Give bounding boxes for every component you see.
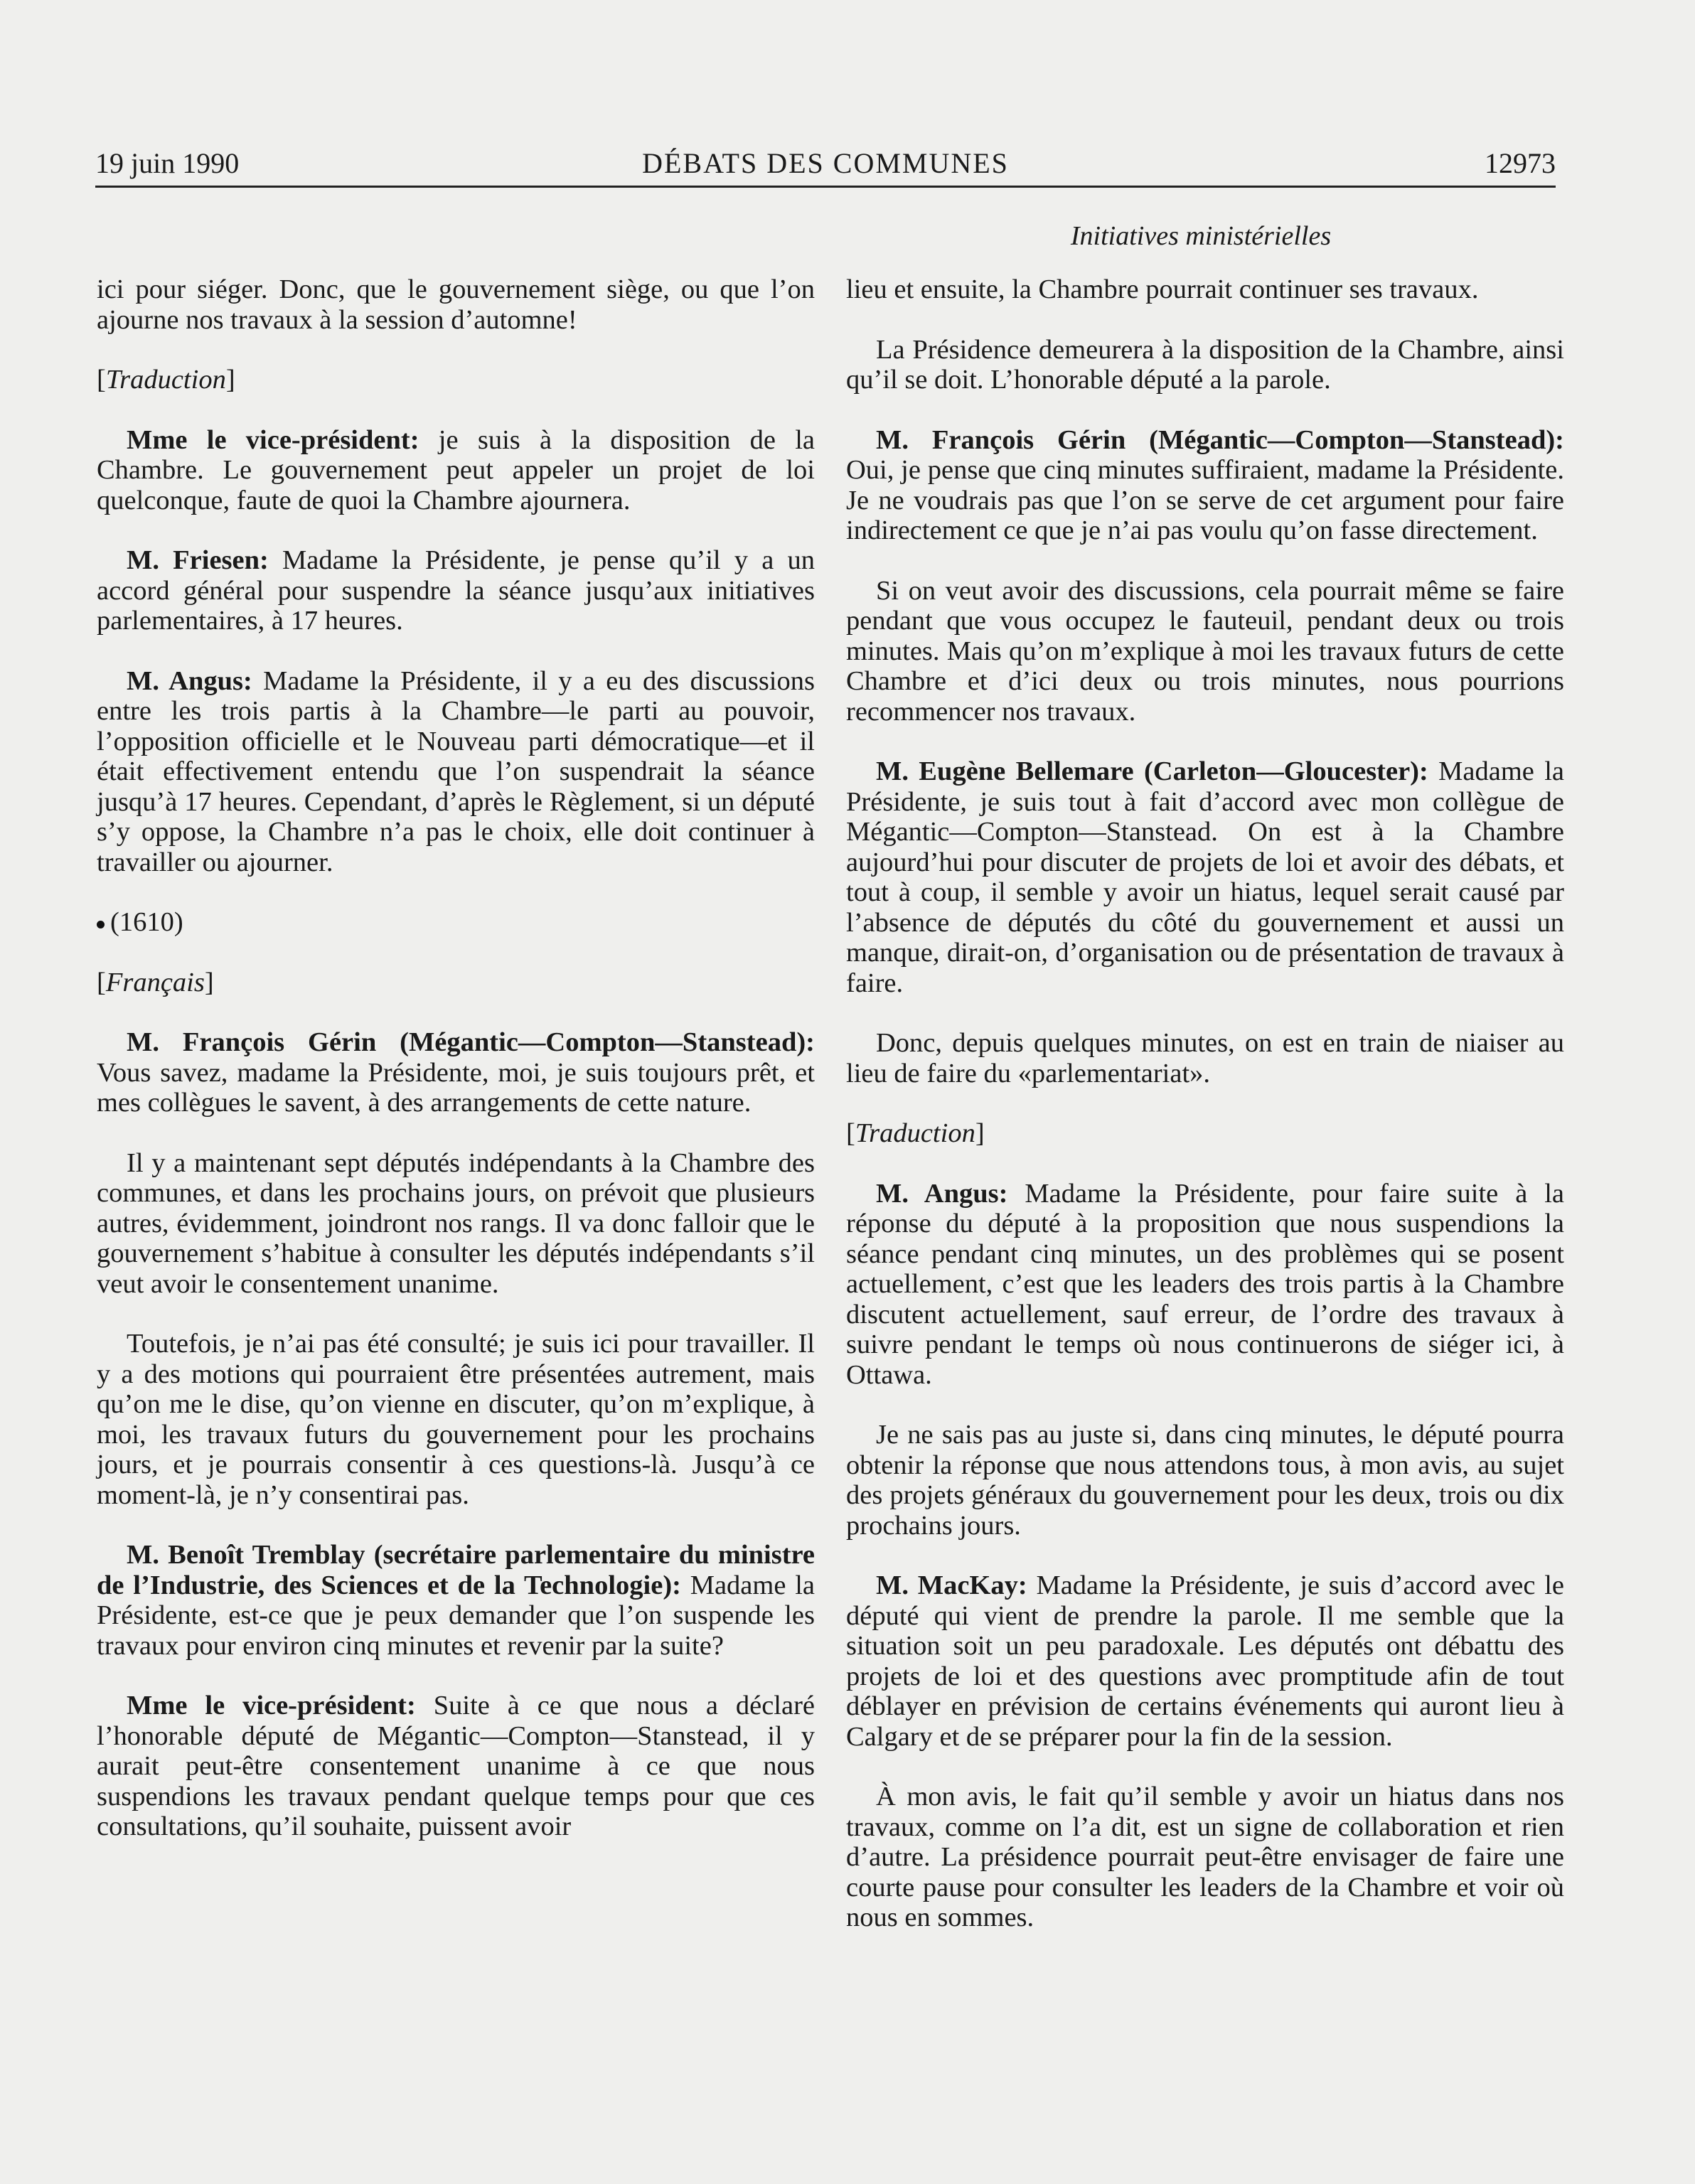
paragraph-text: Madame la Présidente, je pense qu’il y a un accord général pour suspendre la séance jusqu’aux initiatives parlementaires, à 17 heures.: [97, 545, 815, 636]
paragraph: [97, 1540, 815, 1661]
page-header: [95, 142, 1556, 185]
paragraph: [97, 1148, 815, 1300]
paragraph-text: Madame la Présidente, je suis tout à fait d’accord avec mon collègue de Mégantic—Compton—Stanstead. On est à la Chambre aujourd’hui pour discuter de projets de loi et avoir des débats, et tout à coup, il semble y avoir un hiatus, lequel serait causé par l’absence de députés du côté du gouvernement et aussi un manque, dirait-on, d’organisation ou de présentation de travaux à faire.: [846, 756, 1565, 998]
paragraph: [846, 1028, 1564, 1088]
paragraph-text: Madame la Présidente, je suis d’accord avec le député qui vient de prendre la parole. Il me semble que la situation soit un peu paradoxale. Les députés ont débattu des projets de loi et des questions avec promptitude afin de tout déblayer en prévision de certains événements qui auront lieu à Calgary et de se préparer pour la fin de la session.: [846, 1570, 1564, 1752]
paragraph: [846, 576, 1564, 727]
speaker-name: M. Friesen:: [127, 545, 269, 575]
paragraph-text: Il y a maintenant sept députés indépendants à la Chambre des communes, et dans les prochains jours, on prévoit que plusieurs autres, évidemment, joindront nos rangs. Il va donc falloir que le gouvernement s’habitue à consulter les députés indépendants s’il veut avoir le consentement unanime.: [97, 1147, 815, 1299]
paragraph: [846, 425, 1564, 546]
paragraph-text: Suite à ce que nous a déclaré l’honorable député de Mégantic—Compton—Stanstead, il y aurait peut-être consentement unanime à ce que nous suspendions les travaux pendant quelque temps pour que ces consultations, qu’il souhaite, puissent avoir: [97, 1691, 815, 1841]
paragraph: [97, 1329, 815, 1510]
language-label: [Traduction]: [846, 1118, 985, 1148]
language-label-text: Traduction: [105, 365, 226, 395]
paragraph: [97, 425, 815, 516]
paragraph: [846, 274, 1564, 305]
speaker-name: M. Angus:: [876, 1178, 1008, 1209]
header-page-number: 12973: [1485, 147, 1556, 179]
paragraph-text: Donc, depuis quelques minutes, on est en train de niaiser au lieu de faire du «parlementariat».: [846, 1028, 1564, 1088]
paragraph: [97, 1691, 815, 1842]
speaker-name: Mme le vice-président:: [127, 1691, 416, 1720]
paragraph-text: Madame la Présidente, est-ce que je peux demander que l’on suspende les travaux pour environ cinq minutes et revenir par la suite?: [97, 1570, 815, 1661]
paragraph: [846, 1570, 1564, 1752]
speaker-name: Mme le vice-président:: [127, 424, 419, 455]
paragraph-text: La Présidence demeurera à la disposition de la Chambre, ainsi qu’il se doit. L’honorable député a la parole.: [846, 334, 1564, 395]
speaker-name: M. Angus:: [127, 665, 252, 696]
speaker-name: M. MacKay:: [876, 1570, 1027, 1600]
header-date: 19 juin 1990: [95, 147, 240, 179]
language-label: [Traduction]: [97, 365, 235, 395]
header-title: DÉBATS DES COMMUNES: [642, 147, 1009, 179]
paragraph-text: À mon avis, le fait qu’il semble y avoir un hiatus dans nos travaux, comme on l’a dit, est un signe de collaboration et rien d’autre. La présidence pourrait peut-être envisager de faire une courte pause pour consulter les leaders de la Chambre et voir où nous en sommes.: [846, 1782, 1564, 1932]
paragraph-text: Toutefois, je n’ai pas été consulté; je suis ici pour travailler. Il y a des motions qui pourraient être présentées autrement, mais qu’on me le dise, qu’on vienne en discuter, qu’on m’explique, à moi, les travaux futurs du gouvernement pour les prochains jours, et je pourrais consentir à ces questions-là. Jusqu’à ce moment-là, je n’y consentirai pas.: [97, 1329, 815, 1510]
paragraph: [846, 756, 1564, 998]
paragraph: [97, 545, 815, 636]
paragraph: [97, 1027, 815, 1118]
paragraph: [846, 1782, 1564, 1933]
paragraph: [97, 274, 815, 335]
paragraph-text: je suis à la disposition de la Chambre. Le gouvernement peut appeler un projet de loi quelconque, faute de quoi la Chambre ajournera.: [97, 424, 815, 515]
paragraph: [846, 1179, 1564, 1391]
time-marker-text: (1610): [110, 907, 183, 937]
speaker-name: M. François Gérin (Mégantic—Compton—Stanstead):: [127, 1027, 815, 1057]
paragraph-text: lieu et ensuite, la Chambre pourrait continuer ses travaux.: [846, 274, 1479, 304]
paragraph: [846, 335, 1564, 395]
language-label-text: Français: [105, 967, 205, 997]
paragraph: [97, 666, 815, 878]
left-column: [97, 274, 815, 1872]
bullet-icon: [97, 921, 105, 928]
paragraph-text: Je ne sais pas au juste si, dans cinq minutes, le député pourra obtenir la réponse que nous attendons tous, à mon avis, au sujet des projets généraux du gouvernement pour les deux, trois ou dix prochains jours.: [846, 1420, 1564, 1541]
paragraph-text: Si on veut avoir des discussions, cela pourrait même se faire pendant que vous occupez le fauteuil, pendant deux ou trois minutes. Mais qu’on m’explique à moi les travaux futurs de cette Chambre et d’ici deux ou trois minutes, nous pourrions recommencer nos travaux.: [846, 575, 1564, 727]
paragraph: [846, 1420, 1564, 1541]
speaker-name: M. Eugène Bellemare (Carleton—Gloucester):: [876, 756, 1428, 786]
paragraph-text: Oui, je pense que cinq minutes suffiraient, madame la Présidente. Je ne voudrais pas que l’on se serve de cet argument pour faire indirectement ce que je n’ai pas voulu qu’on fasse directement.: [846, 455, 1564, 545]
language-label-text: Traduction: [855, 1118, 975, 1148]
paragraph-text: ici pour siéger. Donc, que le gouvernement siège, ou que l’on ajourne nos travaux à la session d’automne!: [97, 274, 815, 335]
language-label: [Français]: [97, 967, 214, 997]
header-rule: [95, 186, 1556, 188]
speaker-name: M. François Gérin (Mégantic—Compton—Stanstead):: [876, 424, 1564, 455]
paragraph-text: Madame la Présidente, il y a eu des discussions entre les trois partis à la Chambre—le parti au pouvoir, l’opposition officielle et le Nouveau parti démocratique—et il était effectivement entendu que l’on suspendrait la séance jusqu’à 17 heures. Cependant, d’après le Règlement, si un député s’y oppose, la Chambre n’a pas le choix, elle doit continuer à travailler ou ajourner.: [97, 665, 815, 877]
section-heading: Initiatives ministérielles: [1070, 221, 1332, 251]
paragraph-text: Vous savez, madame la Présidente, moi, je suis toujours prêt, et mes collègues le savent, à des arrangements de cette nature.: [97, 1057, 815, 1118]
right-column: [846, 274, 1564, 1963]
time-marker: [97, 907, 815, 938]
paragraph-text: Madame la Présidente, pour faire suite à la réponse du député à la proposition que nous suspendions la séance pendant cinq minutes, un des problèmes qui se posent actuellement, c’est que les leaders des trois partis à la Chambre discutent actuellement, sauf erreur, de l’ordre des travaux à suivre pendant le temps où nous continuerons de siéger ici, à Ottawa.: [846, 1178, 1564, 1390]
speaker-name: M. Benoît Tremblay (secrétaire parlementaire du ministre de l’Industrie, des Sciences et de la Technologie):: [97, 1540, 815, 1600]
